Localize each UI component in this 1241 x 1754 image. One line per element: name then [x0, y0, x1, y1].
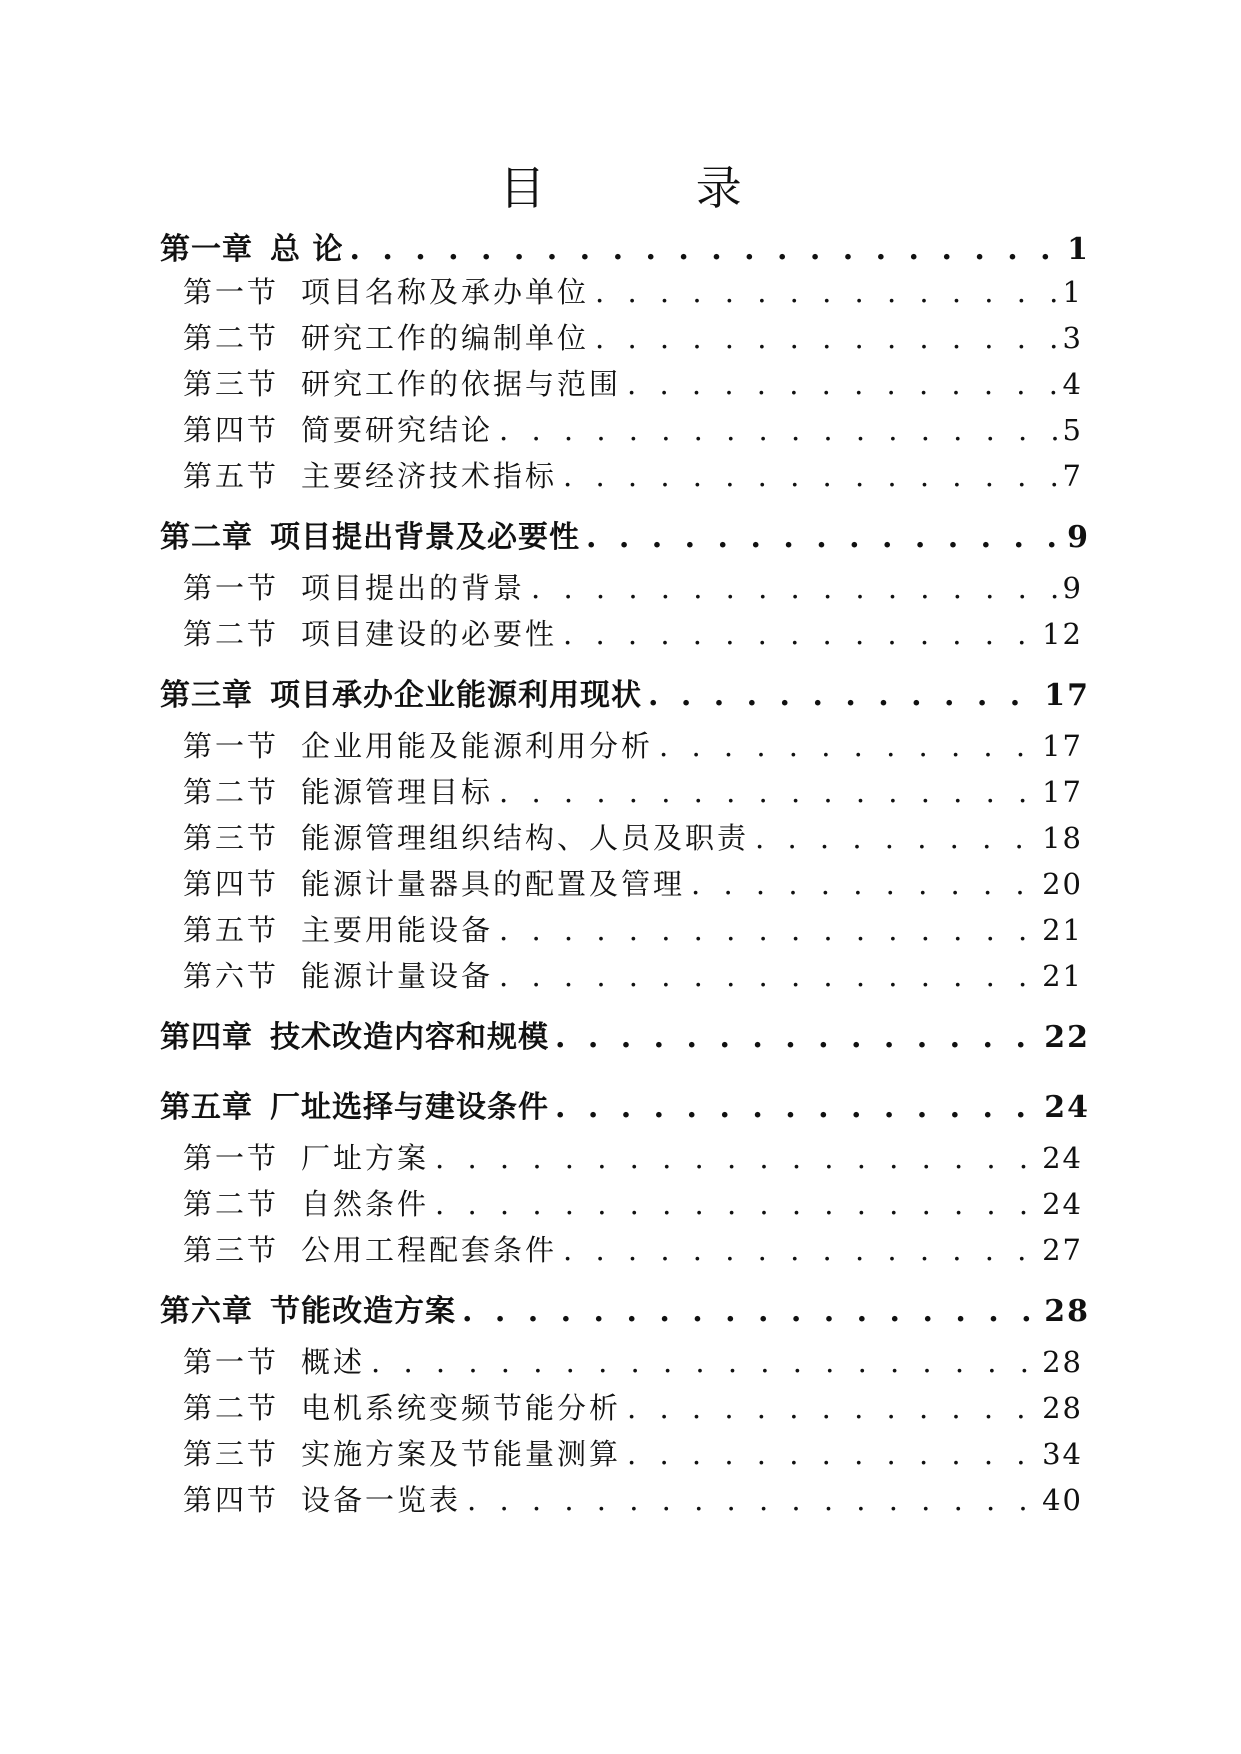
section-number: 第一节 — [183, 1141, 280, 1175]
page-number: 7 — [1062, 459, 1083, 493]
page-number: 18 — [1042, 821, 1083, 855]
page-number: 17 — [1042, 729, 1083, 763]
chapter-title: 项目承办企业能源利用现状 — [270, 678, 642, 713]
dot-leader — [586, 520, 1061, 555]
entry-label — [183, 270, 589, 311]
toc-section-entry — [183, 816, 1083, 857]
toc-section-entry — [183, 1386, 1083, 1427]
toc-section-entry — [183, 454, 1083, 495]
section-title: 项目建设的必要性 — [301, 617, 558, 651]
section-number: 第二节 — [183, 1391, 280, 1425]
section-title: 企业用能及能源利用分析 — [301, 729, 654, 763]
toc-section-entry — [183, 270, 1083, 311]
dot-leader — [499, 959, 1036, 993]
toc-chapter-entry — [160, 1286, 1090, 1330]
entry-label — [183, 770, 493, 811]
dot-leader — [595, 275, 1057, 309]
section-number: 第二节 — [183, 321, 280, 355]
dot-leader — [563, 617, 1036, 651]
page-number: 24 — [1042, 1141, 1083, 1175]
entry-label — [160, 1012, 549, 1056]
page-number: 27 — [1042, 1233, 1083, 1267]
section-number: 第五节 — [183, 913, 280, 947]
section-title: 主要经济技术指标 — [301, 459, 558, 493]
toc-section-entry — [183, 612, 1083, 653]
entry-label — [183, 908, 493, 949]
section-title: 项目名称及承办单位 — [301, 275, 590, 309]
dot-leader — [499, 913, 1036, 947]
page-number: 1 — [1062, 275, 1083, 309]
dot-leader — [627, 1391, 1036, 1425]
page-number: 20 — [1042, 867, 1083, 901]
toc-section-entry — [183, 1432, 1083, 1473]
page-number: 24 — [1044, 1090, 1090, 1125]
toc-section-entry — [183, 908, 1083, 949]
section-number: 第三节 — [183, 821, 280, 855]
toc-section-entry — [183, 362, 1083, 403]
toc-section-entry — [183, 1478, 1083, 1519]
section-title: 能源管理组织结构、人员及职责 — [301, 821, 750, 855]
entry-label — [160, 670, 642, 714]
toc-section-entry — [183, 954, 1083, 995]
toc-section-entry — [183, 408, 1083, 449]
entry-label — [183, 1432, 621, 1473]
chapter-number: 第四章 — [160, 1020, 253, 1055]
section-number: 第一节 — [183, 571, 280, 605]
entry-label — [160, 1082, 549, 1126]
page-number: 5 — [1062, 413, 1083, 447]
section-title: 能源计量设备 — [301, 959, 494, 993]
section-number: 第四节 — [183, 867, 280, 901]
section-title: 项目提出的背景 — [301, 571, 526, 605]
dot-leader — [691, 867, 1036, 901]
chapter-title: 厂址选择与建设条件 — [270, 1090, 549, 1125]
chapter-title: 总 论 — [270, 232, 344, 267]
dot-leader — [371, 1345, 1036, 1379]
section-number: 第六节 — [183, 959, 280, 993]
dot-leader — [555, 1020, 1038, 1055]
section-title: 简要研究结论 — [301, 413, 494, 447]
section-title: 厂址方案 — [301, 1141, 430, 1175]
dot-leader — [531, 571, 1057, 605]
toc-section-entry — [183, 1340, 1083, 1381]
dot-leader — [435, 1141, 1036, 1175]
entry-label — [183, 1386, 621, 1427]
chapter-title: 技术改造内容和规模 — [270, 1020, 549, 1055]
dot-leader — [349, 232, 1061, 267]
entry-label — [183, 1228, 557, 1269]
page-number: 3 — [1062, 321, 1083, 355]
page-number: 24 — [1042, 1187, 1083, 1221]
page-number: 17 — [1042, 775, 1083, 809]
section-number: 第一节 — [183, 729, 280, 763]
dot-leader — [555, 1090, 1038, 1125]
page-number: 21 — [1042, 959, 1083, 993]
dot-leader — [467, 1483, 1036, 1517]
entry-label — [183, 1182, 429, 1223]
section-title: 概述 — [301, 1345, 366, 1379]
entry-label — [183, 408, 493, 449]
dot-leader — [435, 1187, 1036, 1221]
toc-section-entry — [183, 566, 1083, 607]
page-number: 1 — [1067, 232, 1090, 267]
section-number: 第三节 — [183, 367, 280, 401]
toc-chapter-entry — [160, 224, 1090, 268]
chapter-number: 第六章 — [160, 1294, 253, 1329]
section-title: 设备一览表 — [301, 1483, 462, 1517]
entry-label — [183, 954, 493, 995]
dot-leader — [595, 321, 1057, 355]
page-number: 28 — [1044, 1294, 1090, 1329]
section-title: 研究工作的依据与范围 — [301, 367, 622, 401]
dot-leader — [563, 1233, 1036, 1267]
page-number: 9 — [1067, 520, 1090, 555]
section-number: 第二节 — [183, 775, 280, 809]
entry-label — [183, 724, 653, 765]
section-title: 实施方案及节能量测算 — [301, 1437, 622, 1471]
page-title: 目 录 — [499, 161, 810, 215]
section-title: 电机系统变频节能分析 — [301, 1391, 622, 1425]
chapter-number: 第二章 — [160, 520, 253, 555]
entry-label — [183, 1478, 461, 1519]
entry-label — [183, 612, 557, 653]
chapter-title: 节能改造方案 — [270, 1294, 456, 1329]
section-number: 第二节 — [183, 617, 280, 651]
section-title: 研究工作的编制单位 — [301, 321, 590, 355]
chapter-title: 项目提出背景及必要性 — [270, 520, 580, 555]
dot-leader — [563, 459, 1057, 493]
entry-label — [160, 1286, 456, 1330]
toc-section-entry — [183, 1228, 1083, 1269]
page-number: 12 — [1042, 617, 1083, 651]
entry-label — [183, 816, 749, 857]
dot-leader — [755, 821, 1036, 855]
dot-leader — [648, 678, 1038, 713]
section-number: 第四节 — [183, 413, 280, 447]
entry-label — [183, 362, 621, 403]
page-number: 28 — [1042, 1391, 1083, 1425]
entry-label — [183, 1340, 365, 1381]
page-number: 9 — [1062, 571, 1083, 605]
toc-section-entry — [183, 724, 1083, 765]
toc-section-entry — [183, 316, 1083, 357]
toc-chapter-entry — [160, 512, 1090, 556]
section-title: 自然条件 — [301, 1187, 430, 1221]
chapter-number: 第一章 — [160, 232, 253, 267]
dot-leader — [627, 1437, 1036, 1471]
section-title: 主要用能设备 — [301, 913, 494, 947]
entry-label — [183, 454, 557, 495]
section-number: 第五节 — [183, 459, 280, 493]
entry-label — [183, 862, 685, 903]
toc-section-entry — [183, 1182, 1083, 1223]
section-number: 第三节 — [183, 1437, 280, 1471]
page-number: 34 — [1042, 1437, 1083, 1471]
dot-leader — [462, 1294, 1038, 1329]
chapter-number: 第三章 — [160, 678, 253, 713]
entry-label — [160, 512, 580, 556]
toc-section-entry — [183, 862, 1083, 903]
dot-leader — [499, 775, 1036, 809]
entry-label — [183, 566, 525, 607]
section-title: 公用工程配套条件 — [301, 1233, 558, 1267]
section-title: 能源管理目标 — [301, 775, 494, 809]
chapter-number: 第五章 — [160, 1090, 253, 1125]
section-number: 第三节 — [183, 1233, 280, 1267]
page-number: 21 — [1042, 913, 1083, 947]
page-number: 17 — [1044, 678, 1090, 713]
section-number: 第一节 — [183, 1345, 280, 1379]
section-number: 第一节 — [183, 275, 280, 309]
toc-chapter-entry — [160, 1012, 1090, 1056]
toc-chapter-entry — [160, 670, 1090, 714]
entry-label — [183, 1136, 429, 1177]
section-number: 第四节 — [183, 1483, 280, 1517]
page-number: 40 — [1042, 1483, 1083, 1517]
entry-label — [183, 316, 589, 357]
entry-label — [160, 224, 343, 268]
page-number: 4 — [1062, 367, 1083, 401]
dot-leader — [627, 367, 1057, 401]
page-number: 22 — [1044, 1020, 1090, 1055]
toc-chapter-entry — [160, 1082, 1090, 1126]
toc-section-entry — [183, 770, 1083, 811]
toc-section-entry — [183, 1136, 1083, 1177]
section-title: 能源计量器具的配置及管理 — [301, 867, 686, 901]
dot-leader — [499, 413, 1057, 447]
page-number: 28 — [1042, 1345, 1083, 1379]
dot-leader — [659, 729, 1036, 763]
section-number: 第二节 — [183, 1187, 280, 1221]
